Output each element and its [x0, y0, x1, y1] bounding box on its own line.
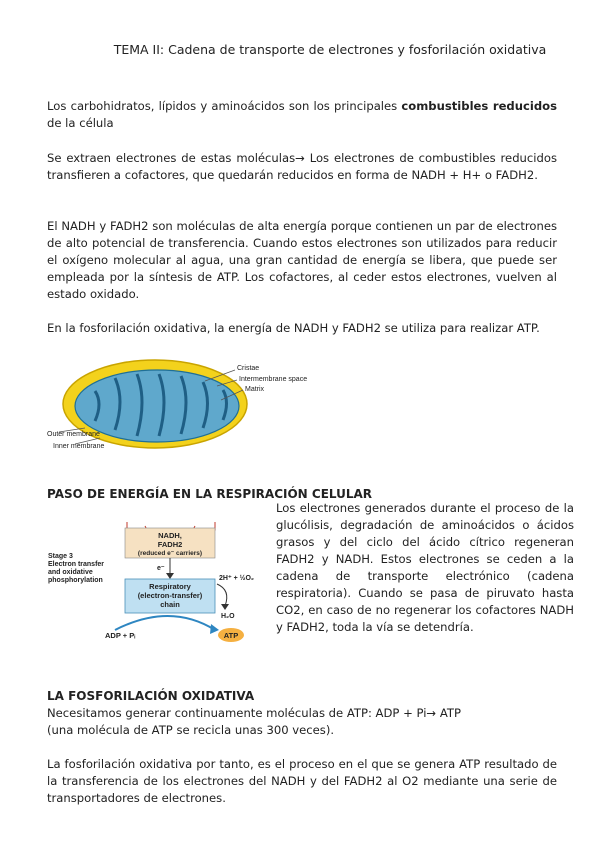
label-inner-membrane: Inner membrane: [53, 443, 105, 450]
reduced-carriers-label: (reduced e⁻ carriers): [137, 550, 203, 557]
fadh-label: FADH2: [157, 540, 183, 549]
heading-oxidative-phosphorylation: LA FOSFORILACIÓN OXIDATIVA: [47, 689, 255, 703]
water-label: H₂O: [221, 613, 235, 620]
adp-label: ADP + Pᵢ: [105, 631, 136, 640]
stage3-label-line3: and oxidative: [48, 569, 93, 576]
label-outer-membrane: Outer membrane: [47, 431, 100, 438]
paragraph-high-energy: El NADH y FADH2 son moléculas de alta energía porque contienen un par de electrones de alto potencial de transferencia. Cuando estos electrones son utilizados para reducir el oxígeno molecular al agua, una gran cantidad de energía se libera, que puede ser empleada por la síntesis de ATP. Los cofactores, al ceder estos electrones, vuelven al estado oxidado.: [47, 219, 557, 301]
atp-recycle-line: (una molécula de ATP se recicla unas 300 veces).: [47, 723, 335, 737]
intro-paragraph: [47, 98, 557, 132]
proton-oxygen-label: 2H⁺ + ½O₂: [219, 575, 255, 582]
chain-label-line1: Respiratory: [149, 582, 191, 591]
label-cristae: Cristae: [237, 365, 260, 372]
paragraph-oxidative-phosphorylation: En la fosforilación oxidativa, la energía de NADH y FADH2 se utiliza para realizar ATP.: [47, 321, 540, 335]
chain-label-line3: chain: [160, 600, 180, 609]
paragraph-definition: La fosforilación oxidativa por tanto, es el proceso en el que se genera ATP resultado de la transferencia de los electrones del NADH y del FADH2 al O2 mediante una serie de transportadores de electrones.: [47, 757, 557, 805]
electron-label: e⁻: [157, 565, 165, 572]
chain-label-line2: (electron-transfer): [137, 591, 203, 600]
stage3-figure: [45, 518, 267, 652]
stage3-label-line2: Electron transfer: [48, 561, 105, 568]
paragraph-electron-extraction: Se extraen electrones de estas moléculas→ Los electrones de combustibles reducidos transfieren a cofactores, que quedarán reducidos en forma de NADH + H+ o FADH2.: [47, 151, 557, 182]
intro-bold-term: combustibles reducidos: [401, 99, 558, 113]
atp-equation-line: Necesitamos generar continuamente moléculas de ATP: ADP + Pi→ ATP: [47, 706, 461, 720]
heading-energy-flow: PASO DE ENERGÍA EN LA RESPIRACIÓN CELULAR: [47, 487, 373, 501]
paragraph-respiration: Los electrones generados durante el proceso de la glucólisis, degradación de aminoácidos o ácidos grasos y del ciclo del ácido cítrico regeneran FADH2 y NADH. Estos electrones se ceden a la cadena de transporte electrónico (cadena respiratoria). Cuando se pasa de piruvato hasta CO2, en caso de no regenerar los cofactores NADH y FADH2, toda la vía se detendría.: [276, 501, 574, 634]
stage3-label-line4: phosphorylation: [48, 577, 103, 584]
mitochondrion-figure: [45, 356, 340, 456]
stage3-label-line1: Stage 3: [48, 553, 73, 560]
label-intermembrane-space: Intermembrane space: [239, 376, 308, 383]
page-title: TEMA II: Cadena de transporte de electrones y fosforilación oxidativa: [113, 42, 547, 57]
intro-text-end: de la célula: [47, 116, 114, 130]
atp-label: ATP: [223, 631, 239, 640]
intro-text-start: Los carbohidratos, lípidos y aminoácidos son los principales: [47, 99, 402, 113]
nadh-label: NADH,: [158, 531, 182, 540]
label-matrix: Matrix: [245, 386, 265, 393]
